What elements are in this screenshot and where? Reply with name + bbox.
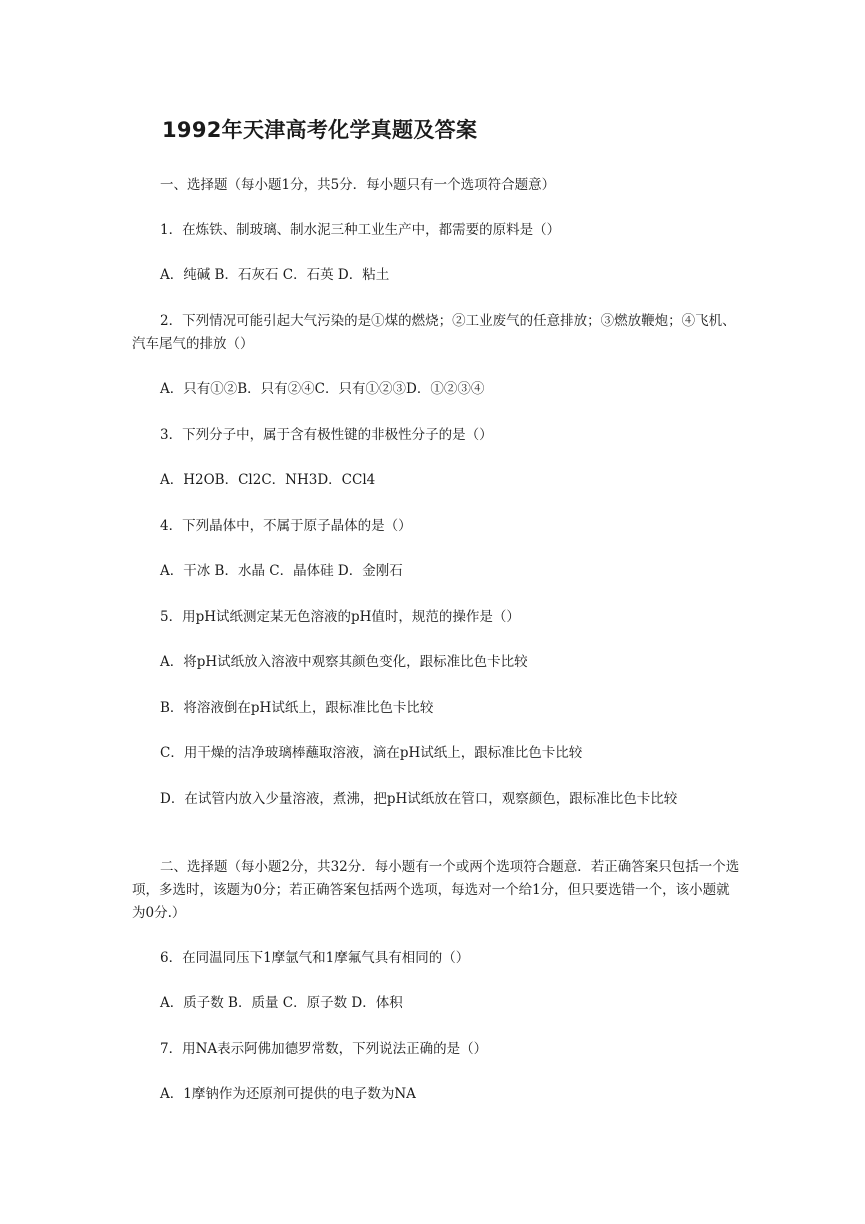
- page-title: 1992年天津高考化学真题及答案: [162, 118, 478, 142]
- question-5-option-d: D．在试管内放入少量溶液，煮沸，把pH试纸放在管口，观察颜色，跟标准比色卡比较: [160, 791, 678, 807]
- question-4-options: A．干冰 B．水晶 C．晶体硅 D．金刚石: [160, 563, 403, 579]
- question-7-option-a: A．1摩钠作为还原剂可提供的电子数为NA: [160, 1086, 416, 1102]
- question-5-option-b: B．将溶液倒在pH试纸上，跟标准比色卡比较: [160, 700, 434, 716]
- question-6: 6．在同温同压下1摩氩气和1摩氟气具有相同的（）: [160, 950, 470, 966]
- question-3: 3．下列分子中，属于含有极性键的非极性分子的是（）: [160, 427, 493, 443]
- question-2-options: A．只有①②B．只有②④C．只有①②③D．①②③④: [160, 381, 485, 397]
- question-5-option-a: A．将pH试纸放入溶液中观察其颜色变化，跟标准比色卡比较: [160, 654, 528, 670]
- section-1-heading: 一、选择题（每小题1分，共5分．每小题只有一个选项符合题意）: [160, 177, 556, 193]
- question-4: 4．下列晶体中，不属于原子晶体的是（）: [160, 518, 412, 534]
- question-6-options: A．质子数 B．质量 C．原子数 D．体积: [160, 995, 403, 1011]
- question-7: 7．用NA表示阿佛加德罗常数，下列说法正确的是（）: [160, 1041, 488, 1057]
- question-1-options: A．纯碱 B．石灰石 C．石英 D．粘土: [160, 267, 390, 283]
- question-5-option-c: C．用干燥的洁净玻璃棒蘸取溶液，滴在pH试纸上，跟标准比色卡比较: [160, 745, 583, 761]
- section-2-heading: 二、选择题（每小题2分，共32分．每小题有一个或两个选项符合题意．若正确答案只包括一个选项，多选时，该题为0分；若正确答案包括两个选项，每选对一个给1分，但只要选错一个，该小题就为0分.）: [132, 859, 740, 921]
- question-1: 1．在炼铁、制玻璃、制水泥三种工业生产中，都需要的原料是（）: [160, 222, 561, 238]
- question-3-options: A．H2OB．Cl2C．NH3D．CCl4: [160, 472, 376, 488]
- question-2: 2．下列情况可能引起大气污染的是①煤的燃烧；②工业废气的任意排放；③燃放鞭炮；④飞机、汽车尾气的排放（）: [132, 313, 736, 352]
- question-5: 5．用pH试纸测定某无色溶液的pH值时，规范的操作是（）: [160, 609, 520, 625]
